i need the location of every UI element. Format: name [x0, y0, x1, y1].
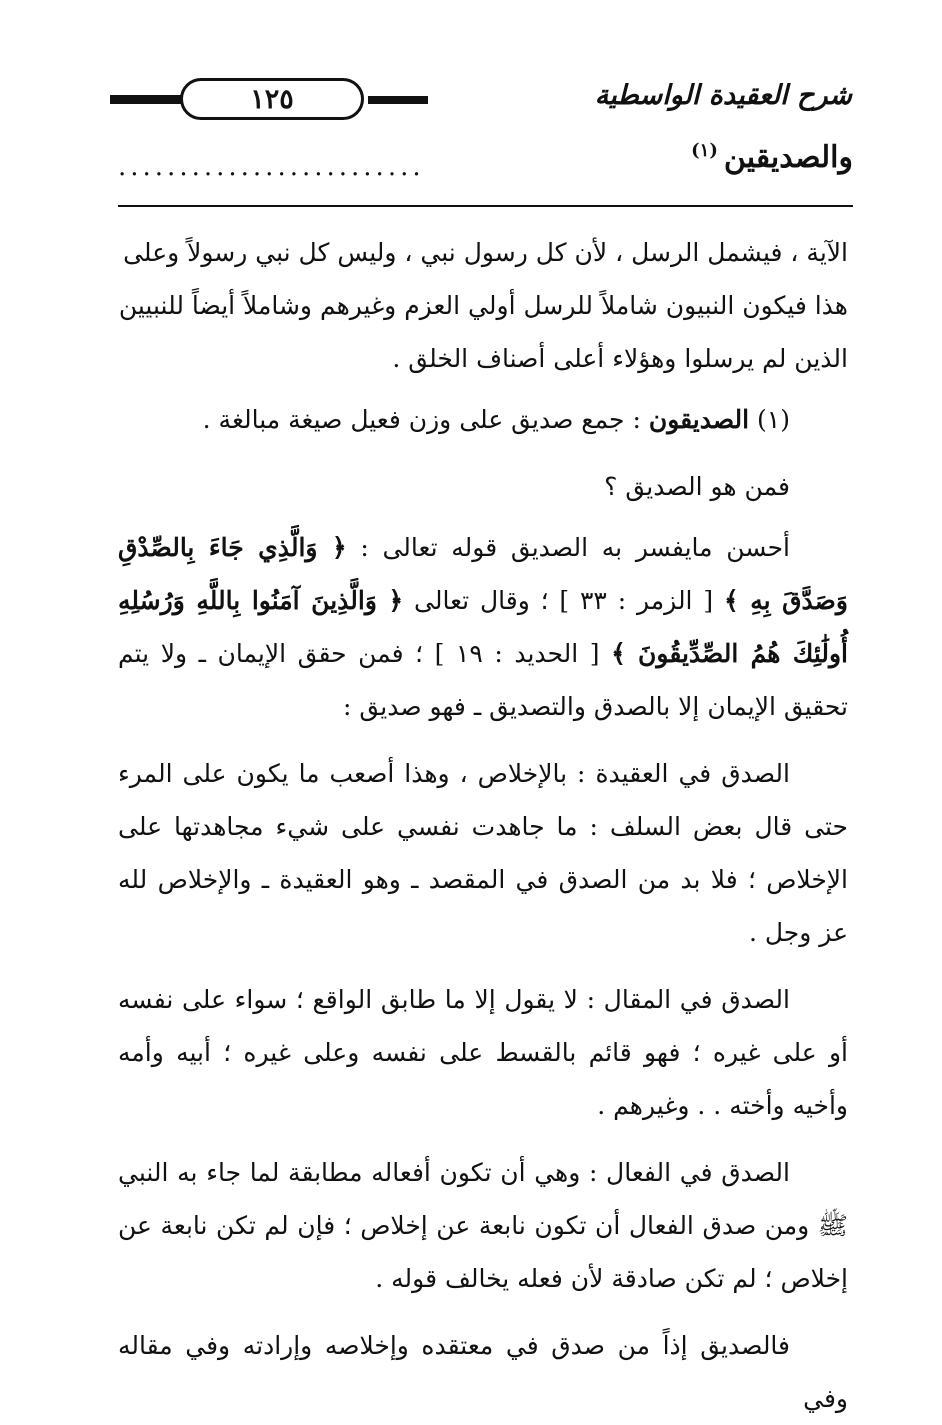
footnote-1 — [118, 393, 848, 446]
question-line: فمن هو الصديق ؟ — [604, 472, 790, 501]
verse-1-reference: [ الزمر : ٣٣ ] ؛ وقال تعالى — [414, 586, 714, 615]
page-body — [118, 226, 848, 1425]
para-best-intro: أحسن مايفسر به الصديق قوله تعالى : — [360, 533, 790, 562]
footnote-continuation-line: الآية ، فيشمل الرسل ، لأن كل رسول نبي ، وليس كل نبي رسولاً وعلى — [123, 238, 848, 267]
paragraph-truth-in-speech: الصدق في المقال : لا يقول إلا ما طابق الواقع ؛ سواء على نفسه أو على غيره ؛ فهو قائم بالقسط على نفسه وعلى غيره ؛ أبيه وأمه وأخيه وأخته . . وغيرهم . — [118, 985, 848, 1120]
quran-verse-2: ﴿ وَالَّذِينَ آمَنُوا بِاللَّهِ وَرُسُلِهِ أُولَٰئِكَ هُمُ الصِّدِّيقُونَ ﴾ — [118, 586, 848, 668]
heading-term — [691, 140, 853, 175]
header-rule-right — [368, 96, 428, 104]
footnote-continuation-line: الذين لم يرسلوا وهؤلاء أعلى أصناف الخلق . — [392, 344, 848, 373]
footnote-1-mark: (١) — [757, 405, 790, 434]
footnote-1-term: الصديقون — [648, 405, 750, 434]
verse-2-reference: [ الحديد : ١٩ ] ؛ فمن حقق الإيمان ـ ولا يتم تحقيق الإيمان إلا بالصدق والتصديق ـ فهو صديق : — [118, 639, 848, 721]
page-number: ١٢٥ — [180, 78, 364, 120]
paragraph-truth-in-belief: الصدق في العقيدة : بالإخلاص ، وهذا أصعب ما يكون على المرء حتى قال بعض السلف : ما جاهدت نفسي على شيء مجاهدتها على الإخلاص ؛ فلا بد من الصدق في المقصد ـ وهو العقيدة ـ والإخلاص لله عز وجل . — [118, 759, 848, 947]
footnote-continuation-line: هذا فيكون النبيون شاملاً للرسل أولي العزم وغيرهم وشاملاً أيضاً للنبيين — [118, 291, 848, 320]
heading-dot-leader: ......................... — [118, 152, 425, 182]
section-heading — [118, 140, 853, 188]
footnote-1-text: : جمع صديق على وزن فعيل صيغة مبالغة . — [202, 405, 641, 434]
heading-word: والصديقين — [723, 140, 853, 175]
running-header — [110, 78, 852, 124]
book-title: شرح العقيدة الواسطية — [594, 80, 852, 111]
paragraph-best-explanation — [118, 521, 848, 733]
footnote-divider — [118, 205, 853, 207]
heading-footnote-mark: (١) — [691, 140, 718, 161]
paragraph-truth-in-deeds: الصدق في الفعال : وهي أن تكون أفعاله مطابقة لما جاء به النبي ﷺ ومن صدق الفعال أن تكون نابعة عن إخلاص ؛ فإن لم تكن نابعة عن إخلاص ؛ لم تكن صادقة لأن فعله يخالف قوله . — [118, 1158, 848, 1293]
quran-verse-1: ﴿ وَالَّذِي جَاءَ بِالصِّدْقِ وَصَدَّقَ بِهِ ﴾ — [118, 533, 848, 615]
header-rule-left — [110, 95, 182, 104]
paragraph-final: فالصديق إذاً من صدق في معتقده وإخلاصه وإرادته وفي مقاله وفي — [118, 1331, 848, 1413]
